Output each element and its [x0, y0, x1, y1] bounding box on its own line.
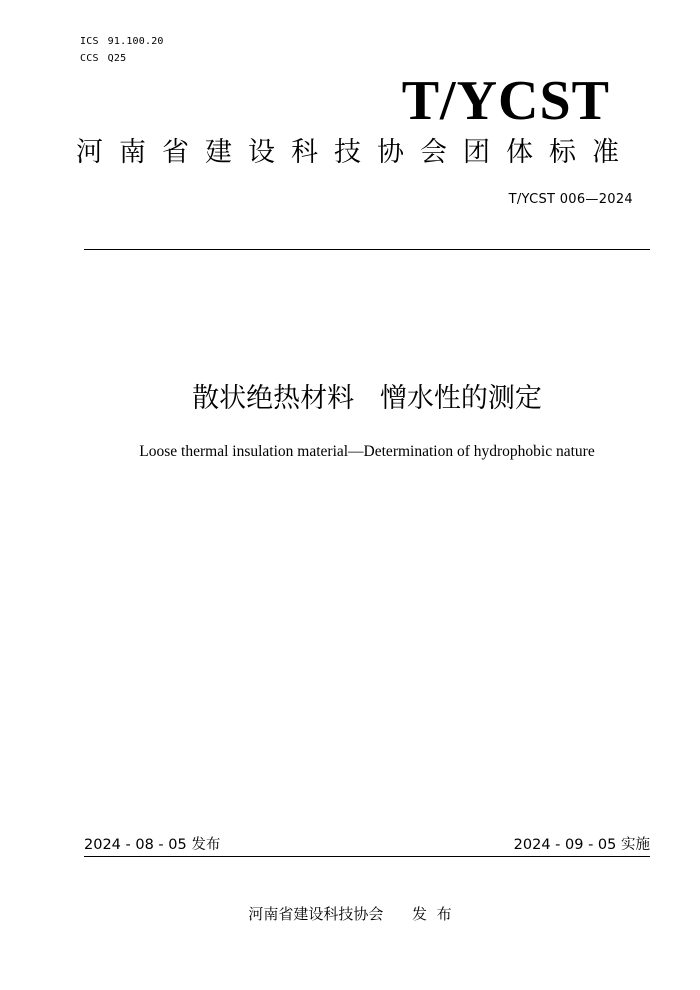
ics-line [80, 35, 164, 49]
organization-standard-title: 河南省建设科技协会团体标准 [76, 137, 635, 168]
ics-code: 91.100.20 [107, 36, 164, 47]
ccs-code: Q25 [107, 53, 127, 64]
standard-number: T/YCST 006—2024 [508, 192, 633, 207]
document-title-english: Loose thermal insulation material—Determination of hydrophobic nature [139, 443, 595, 460]
series-code: T/YCST [401, 70, 610, 132]
implementation-date: 2024 - 09 - 05 实施 [513, 837, 650, 853]
issuing-organization: 河南省建设科技协会 发 布 [248, 905, 452, 923]
ccs-line [80, 52, 126, 66]
issue-date: 2024 - 08 - 05 发布 [84, 837, 221, 853]
document-title-chinese: 散状绝热材料 憎水性的测定 [192, 383, 542, 414]
header-divider [84, 249, 650, 250]
ics-label: ICS [80, 36, 99, 47]
footer-divider [84, 856, 650, 857]
ccs-label: CCS [80, 53, 99, 64]
